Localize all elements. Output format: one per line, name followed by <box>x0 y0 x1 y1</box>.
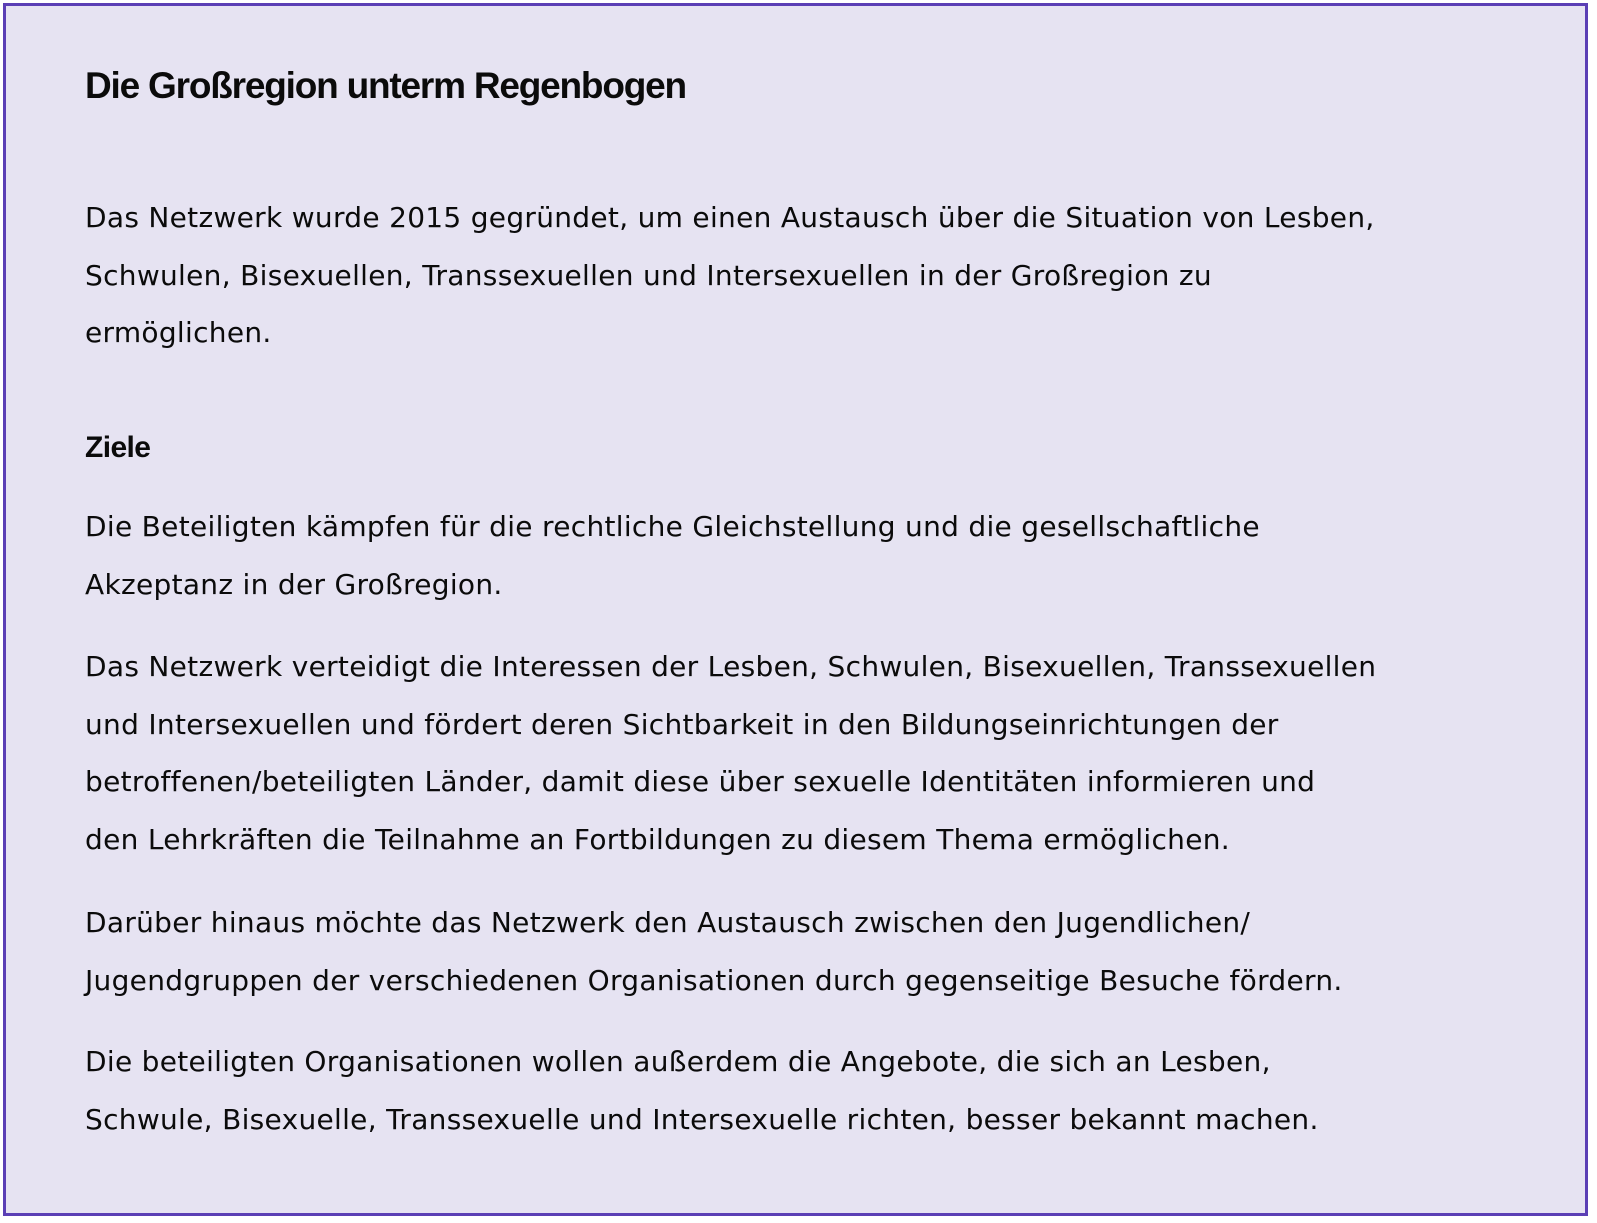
text-line: Die beteiligten Organisationen wollen außerdem die Angebote, die sich an Lesben, <box>85 1045 1271 1078</box>
text-line: betroffenen/beteiligten Länder, damit diese über sexuelle Identitäten informieren und <box>85 765 1316 799</box>
intro-paragraph <box>85 189 1375 362</box>
goal-paragraph-2 <box>85 638 1376 869</box>
text-line: Die Beteiligten kämpfen für die rechtliche Gleichstellung und die gesellschaftliche <box>85 510 1260 543</box>
text-line: Darüber hinaus möchte das Netzwerk den Austausch zwischen den Jugendlichen/ <box>85 906 1251 939</box>
text-line: den Lehrkräften die Teilnahme an Fortbildungen zu diesem Thema ermöglichen. <box>85 823 1231 857</box>
text-line: Schwule, Bisexuelle, Transsexuelle und Intersexuelle richten, besser bekannt machen. <box>85 1102 1319 1136</box>
text-line: Schwulen, Bisexuellen, Transsexuellen und Intersexuellen in der Großregion zu <box>85 258 1212 292</box>
goal-paragraph-3 <box>85 894 1343 1009</box>
goal-paragraph-4 <box>85 1033 1319 1148</box>
info-box <box>3 3 1588 1216</box>
text-line: Das Netzwerk verteidigt die Interessen der Lesben, Schwulen, Bisexuellen, Transsexuellen <box>85 650 1377 683</box>
goal-paragraph-1 <box>85 498 1260 613</box>
text-line: und Intersexuellen und fördert deren Sichtbarkeit in den Bildungseinrichtungen der <box>85 707 1279 741</box>
text-line: Das Netzwerk wurde 2015 gegründet, um einen Austausch über die Situation von Lesben, <box>85 201 1375 234</box>
goals-heading: Ziele <box>85 431 151 464</box>
text-line: ermöglichen. <box>85 316 272 350</box>
text-line: Jugendgruppen der verschiedenen Organisationen durch gegenseitige Besuche fördern. <box>85 963 1343 997</box>
page-title: Die Großregion unterm Regenbogen <box>85 65 686 106</box>
text-line: Akzeptanz in der Großregion. <box>85 567 503 601</box>
